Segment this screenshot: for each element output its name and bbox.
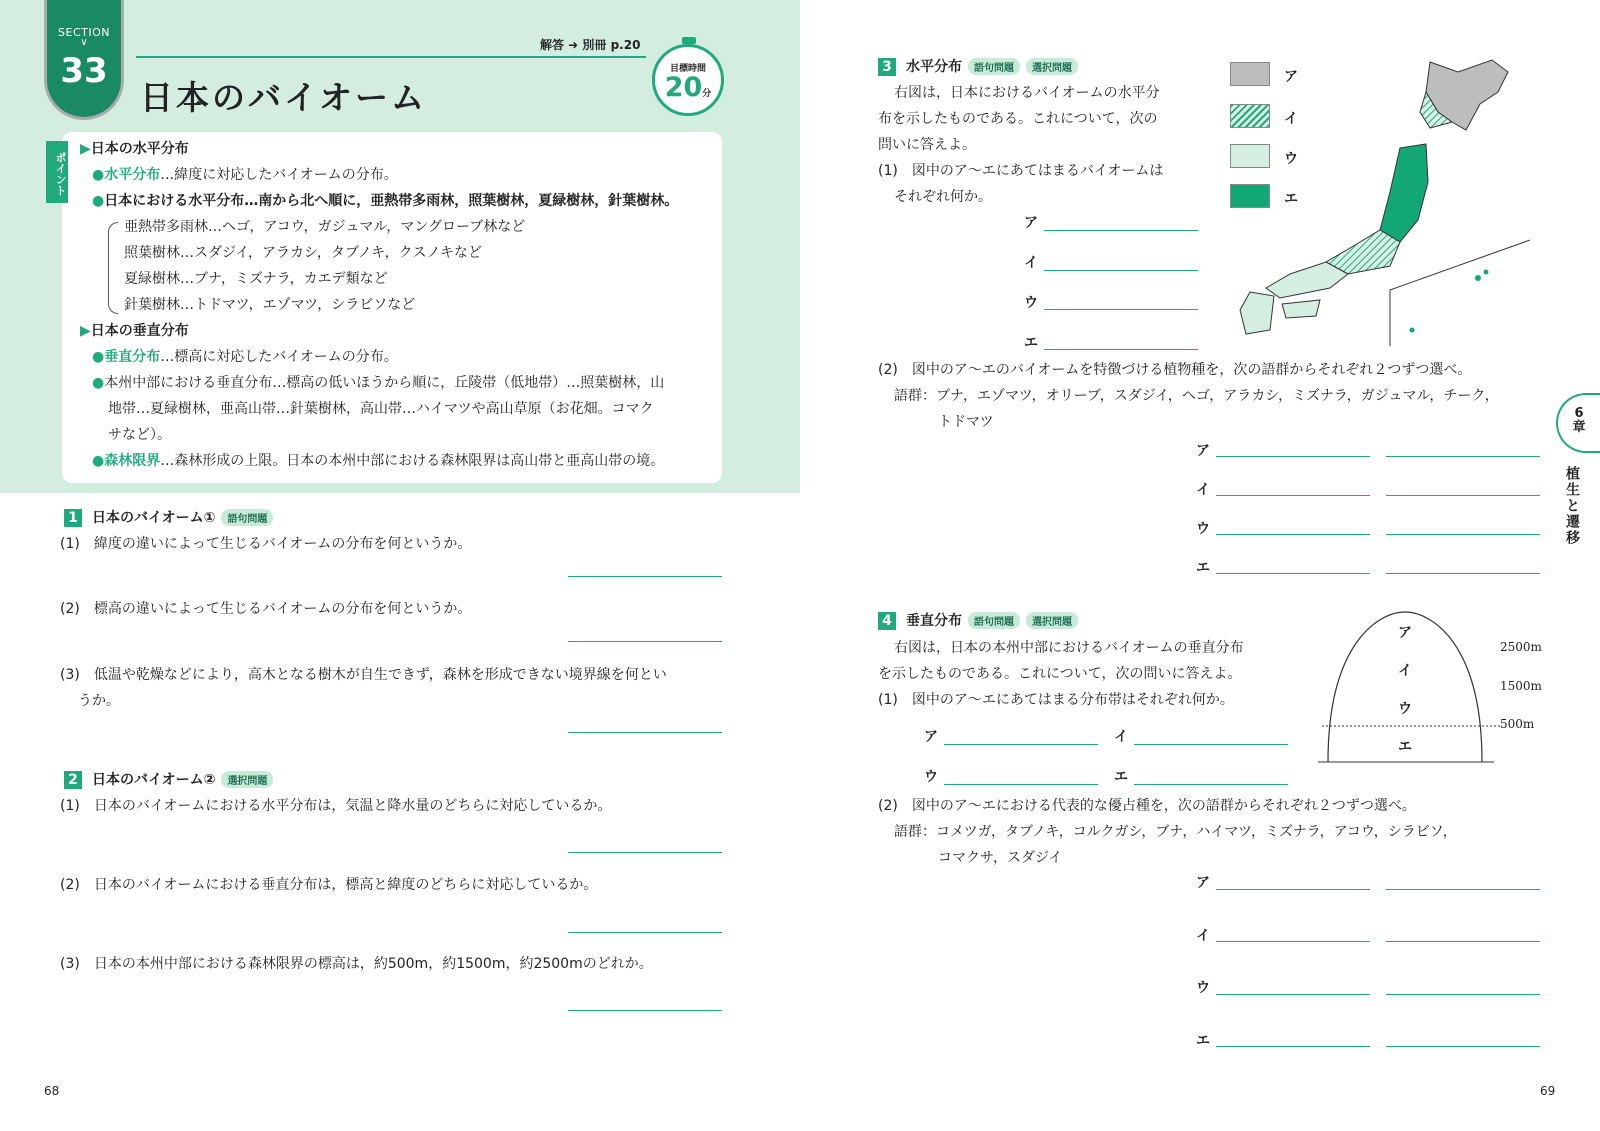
page-number-left: 68 <box>44 1084 60 1098</box>
brace <box>108 222 118 314</box>
question-text: (2) 標高の違いによって生じるバイオームの分布を何というか。 <box>60 601 472 617</box>
answer-line[interactable] <box>1216 495 1370 496</box>
point-sub-item: 針葉樹林…トドマツ，エゾマツ，シラビソなど <box>124 297 416 313</box>
question-text: (1) 図中のア～エにあてはまる分布帯はそれぞれ何か。 <box>878 692 1234 708</box>
map-islands <box>1410 328 1415 333</box>
map-kyushu <box>1240 292 1274 334</box>
chapter-suffix: 章 <box>1572 420 1586 435</box>
answer-line[interactable] <box>1386 495 1540 496</box>
answer-line[interactable] <box>568 1010 722 1011</box>
question-text: を示したものである。これについて，次の問いに答えよ。 <box>878 666 1242 682</box>
zone-label: エ <box>1398 739 1412 755</box>
point-sub-item: 亜熱帯多雨林…ヘゴ，アコウ，ガジュマル，マングローブ林など <box>124 219 526 235</box>
chapter-name: 植生と遷移 <box>1564 466 1580 546</box>
answer-line[interactable] <box>568 641 722 642</box>
title-rule <box>136 56 646 58</box>
answer-line[interactable] <box>1386 889 1540 890</box>
question-text: (3) 日本の本州中部における森林限界の標高は，約500m，約1500m，約2500mのどれか。 <box>60 956 653 972</box>
question-text: (1) 日本のバイオームにおける水平分布は，気温と降水量のどちらに対応しているか。 <box>60 798 612 814</box>
answer-line[interactable] <box>568 932 722 933</box>
answer-line[interactable] <box>1216 456 1370 457</box>
answer-label: ウ <box>1196 521 1210 537</box>
answer-label: ア <box>1024 215 1038 231</box>
question-text: 右図は，日本におけるバイオームの水平分 <box>894 85 1160 101</box>
word-bank: トドマツ <box>938 414 994 430</box>
word-bank: 語群：コメツガ，タブノキ，コルクガシ，ブナ，ハイマツ，ミズナラ，アコウ，シラビソ， <box>894 824 1457 840</box>
answer-line[interactable] <box>1386 534 1540 535</box>
point-line: ●日本における水平分布…南から北へ順に，亜熱帯多雨林，照葉樹林，夏緑樹林，針葉樹林。 <box>92 193 679 209</box>
question-text: それぞれ何か。 <box>894 189 992 205</box>
legend-label: エ <box>1284 191 1298 207</box>
question-3-heading: 3 水平分布 語句問題 選択問題 <box>878 56 1078 76</box>
answer-line[interactable] <box>1386 994 1540 995</box>
answer-line[interactable] <box>1386 941 1540 942</box>
point-line: ●森林限界…森林形成の上限。日本の本州中部における森林限界は高山帯と亜高山帯の境。 <box>92 453 665 469</box>
question-text: 問いに答えよ。 <box>878 137 976 153</box>
answer-label: エ <box>1196 1033 1210 1049</box>
answer-label: ウ <box>1024 295 1038 311</box>
answer-label: イ <box>1196 928 1210 944</box>
answer-line[interactable] <box>568 576 722 577</box>
section-number: 33 <box>60 51 108 91</box>
zone-label: ウ <box>1398 701 1412 717</box>
map-shikoku <box>1282 300 1320 318</box>
question-text: うか。 <box>78 693 120 709</box>
triangle-icon: ▶ <box>80 323 91 339</box>
question-text: 右図は，日本の本州中部におけるバイオームの垂直分布 <box>894 640 1244 656</box>
chapter-tab <box>1556 393 1600 453</box>
section-tab <box>44 0 124 120</box>
answer-line[interactable] <box>944 784 1098 785</box>
answer-label: ア <box>1196 443 1210 459</box>
point-line: ●本州中部における垂直分布…標高の低いほうから順に，丘陵帯（低地帯）…照葉樹林，山 <box>92 375 665 391</box>
timer-badge <box>652 44 724 116</box>
timer-label: 目標時間 <box>669 64 706 74</box>
answer-line[interactable] <box>944 744 1098 745</box>
height-label: 500m <box>1500 717 1535 731</box>
question-text: (2) 図中のア～エのバイオームを特徴づける植物種を，次の語群からそれぞれ２つずつ選べ。 <box>878 362 1472 378</box>
point-line: ●垂直分布…標高に対応したバイオームの分布。 <box>92 349 398 365</box>
answer-line[interactable] <box>1216 941 1370 942</box>
question-text: (1) 緯度の違いによって生じるバイオームの分布を何というか。 <box>60 536 472 552</box>
answer-line[interactable] <box>1044 230 1198 231</box>
answer-label: ウ <box>924 769 938 785</box>
chevron-down-icon: ∨ <box>80 37 88 48</box>
answer-line[interactable] <box>1216 1046 1370 1047</box>
question-text: (2) 日本のバイオームにおける垂直分布は，標高と緯度のどちらに対応しているか。 <box>60 877 598 893</box>
answer-line[interactable] <box>1216 534 1370 535</box>
point-line: 地帯…夏緑樹林，亜高山帯…針葉樹林，高山帯…ハイマツや高山草原（お花畑。コマク <box>108 401 654 417</box>
word-bank: コマクサ，スダジイ <box>938 850 1063 866</box>
point-tag: ポイント <box>46 141 68 203</box>
chapter-number: 6 <box>1574 406 1584 421</box>
answer-line[interactable] <box>1134 784 1288 785</box>
word-bank: 語群：ブナ，エゾマツ，オリーブ，スダジイ，ヘゴ，アラカシ，ミズナラ，ガジュマル，チーク， <box>894 388 1499 404</box>
legend-label: イ <box>1284 111 1298 127</box>
answer-label: イ <box>1024 255 1038 271</box>
answer-line[interactable] <box>1216 994 1370 995</box>
section-label: SECTION <box>58 26 110 39</box>
answer-line[interactable] <box>568 852 722 853</box>
question-4-heading: 4 垂直分布 語句問題 選択問題 <box>878 610 1078 630</box>
answer-label: ウ <box>1196 980 1210 996</box>
zone-label: ア <box>1398 625 1412 641</box>
answer-label: エ <box>1024 335 1038 351</box>
answer-label: エ <box>1114 769 1128 785</box>
map-honshu-central <box>1326 230 1400 274</box>
timer-unit: 分 <box>702 89 712 99</box>
point-sub-item: 照葉樹林…スダジイ，アラカシ，タブノキ，クスノキなど <box>124 245 482 261</box>
answer-line[interactable] <box>1386 456 1540 457</box>
question-1-heading: 1 日本のバイオーム① 語句問題 <box>64 507 273 527</box>
answer-line[interactable] <box>1216 889 1370 890</box>
answer-line[interactable] <box>1134 744 1288 745</box>
answer-line[interactable] <box>1044 349 1198 350</box>
answer-label: イ <box>1196 482 1210 498</box>
map-islands <box>1484 270 1489 275</box>
legend-label: ア <box>1284 69 1298 85</box>
zone-label: イ <box>1398 663 1412 679</box>
point-sub-item: 夏緑樹林…ブナ，ミズナラ，カエデ類など <box>124 271 388 287</box>
question-text: 布を示したものである。これについて，次の <box>878 111 1158 127</box>
answer-line[interactable] <box>1386 573 1540 574</box>
stopwatch-icon <box>682 37 696 44</box>
answer-line[interactable] <box>1044 270 1198 271</box>
page-title: 日本のバイオーム <box>140 78 428 117</box>
map-honshu-west <box>1266 262 1348 298</box>
answer-line[interactable] <box>1386 1046 1540 1047</box>
answer-line[interactable] <box>568 732 722 733</box>
page-number-right: 69 <box>1540 1084 1556 1098</box>
question-text: (2) 図中のア～エにおける代表的な優占種を，次の語群からそれぞれ２つずつ選べ。 <box>878 798 1416 814</box>
height-label: 1500m <box>1500 679 1542 693</box>
answer-label: ア <box>924 729 938 745</box>
question-2-heading: 2 日本のバイオーム② 選択問題 <box>64 769 273 789</box>
map-islands <box>1475 275 1481 281</box>
japan-biome-map <box>1230 52 1540 348</box>
answer-label: ア <box>1196 875 1210 891</box>
point-heading-vertical: ▶日本の垂直分布 <box>80 323 189 339</box>
point-heading-horizontal: ▶日本の水平分布 <box>80 141 189 157</box>
timer-value: 20 <box>664 72 703 103</box>
answer-line[interactable] <box>1044 309 1198 310</box>
map-honshu-north <box>1380 144 1428 242</box>
question-text: (1) 図中のア～エにあてはまるバイオームは <box>878 163 1164 179</box>
answer-label: エ <box>1196 560 1210 576</box>
answer-reference: 解答 ➜ 別冊 p.20 <box>540 38 641 52</box>
point-line: ●水平分布…緯度に対応したバイオームの分布。 <box>92 167 398 183</box>
triangle-icon: ▶ <box>80 141 91 157</box>
point-line: サなど）。 <box>108 427 171 443</box>
question-text: (3) 低温や乾燥などにより，高木となる樹木が自生できず，森林を形成できない境界線を何とい <box>60 667 667 683</box>
answer-line[interactable] <box>1216 573 1370 574</box>
answer-label: イ <box>1114 729 1128 745</box>
legend-label: ウ <box>1284 151 1298 167</box>
height-label: 2500m <box>1500 640 1542 654</box>
